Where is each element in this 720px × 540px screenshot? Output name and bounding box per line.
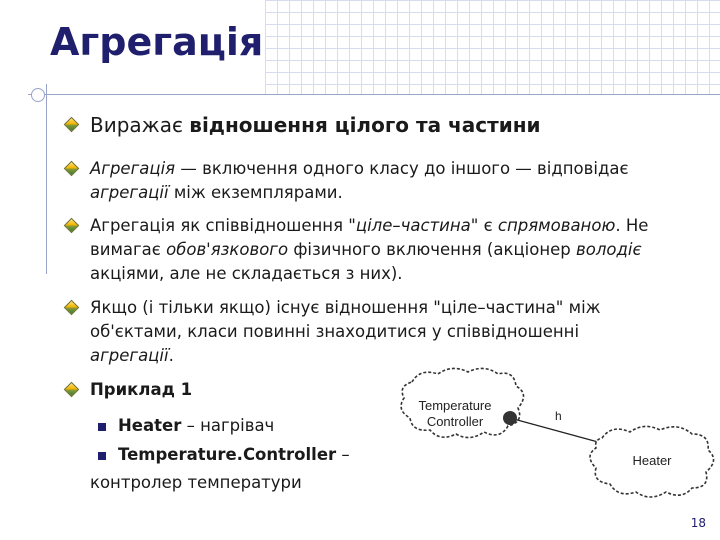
diamond-bullet-icon (64, 117, 80, 133)
bullet-text: Якщо (і тільки якщо) існує відношення "ціле–частина" між об'єктами, класи повинні знаходитися у співвідношенні агрегації. (90, 298, 601, 365)
bullet-text: Агрегація — включення одного класу до іншого — відповідає агрегації між екземплярами. (90, 159, 629, 202)
title-underline-rule (28, 94, 720, 95)
controller-label-line2: Controller (426, 414, 484, 429)
background-grid (265, 0, 720, 95)
link-label: h (555, 409, 562, 423)
diamond-bullet-icon (64, 161, 80, 177)
aggregation-diagram (380, 360, 720, 510)
diamond-bullet-icon (64, 218, 80, 234)
example-heading: Приклад 1 (90, 380, 193, 399)
left-margin-rule (46, 84, 47, 274)
sub-list-continuation: контролер температури (90, 473, 302, 492)
diamond-bullet-icon (64, 300, 80, 316)
slide-title: Агрегація (50, 20, 264, 64)
diamond-bullet-icon (64, 382, 80, 398)
aggregation-diamond-end (503, 411, 517, 425)
square-bullet-icon (98, 452, 106, 460)
square-bullet-icon (98, 423, 106, 431)
sub-list-item: Heater – нагрівач (98, 414, 274, 438)
page-number: 18 (690, 516, 706, 530)
bullet-text: Агрегація як співвідношення "ціле–частина" є спрямованою. Не вимагає обов'язкового фізичного включення (акціонер володіє акціями, але не складається з них). (90, 216, 649, 283)
bullet-text: Виражає відношення цілого та частини (90, 113, 541, 137)
sub-list-item: Temperature.Controller – (98, 443, 350, 467)
heater-label: Heater (632, 453, 672, 468)
crosshair-ornament (31, 88, 45, 102)
controller-label-line1: Temperature (418, 398, 492, 413)
